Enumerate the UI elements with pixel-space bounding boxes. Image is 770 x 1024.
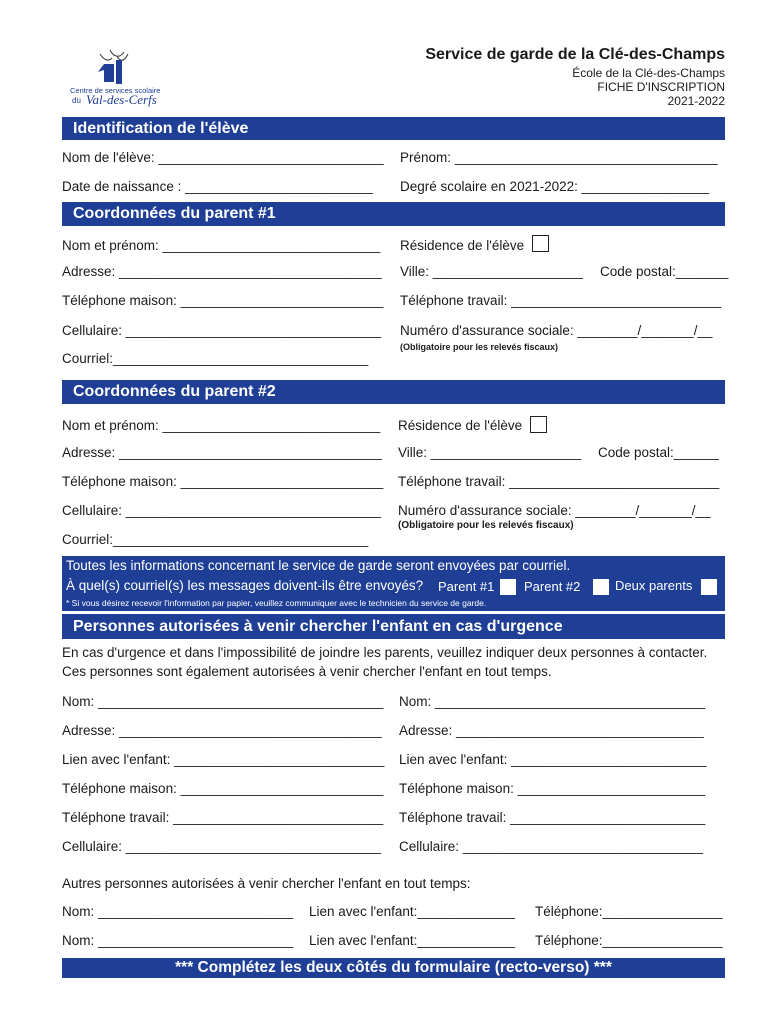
parent1-residence-checkbox[interactable]: [532, 235, 549, 252]
section-title: Coordonnées du parent #1: [73, 205, 276, 222]
section-parent1-header: [62, 202, 725, 226]
parent1-email-field[interactable]: Courriel:__________________________________: [62, 351, 369, 366]
page-title: Service de garde de la Clé-des-Champs: [425, 46, 725, 63]
other1-relation-field[interactable]: Lien avec l'enfant:_____________: [309, 904, 516, 919]
parent2-postal-field[interactable]: Code postal:______: [598, 445, 719, 460]
option-parent2-checkbox[interactable]: [593, 579, 609, 595]
parent2-sin-note: (Obligatoire pour les relevés fiscaux): [398, 520, 574, 531]
section-identification-header: [62, 117, 725, 140]
other2-name-field[interactable]: Nom: __________________________: [62, 933, 294, 948]
student-firstname-field[interactable]: Prénom: ___________________________________: [400, 150, 718, 165]
contact2-cell-field[interactable]: Cellulaire: ________________________________: [399, 839, 704, 854]
contact1-home-phone-field[interactable]: Téléphone maison: ___________________________: [62, 781, 384, 796]
contact1-address-field[interactable]: Adresse: ___________________________________: [62, 723, 382, 738]
other1-name-field[interactable]: Nom: __________________________: [62, 904, 294, 919]
emergency-intro-line1: En cas d'urgence et dans l'impossibilité de joindre les parents, veuillez indiquer deux personnes à contacter.: [62, 645, 708, 660]
birthdate-field[interactable]: Date de naissance : _________________________: [62, 179, 373, 194]
parent2-name-field[interactable]: Nom et prénom: _____________________________: [62, 418, 381, 433]
parent1-name-field[interactable]: Nom et prénom: _____________________________: [62, 238, 381, 253]
email-question-text: À quel(s) courriel(s) les messages doivent-ils être envoyés?: [66, 578, 424, 593]
organization-logo: [70, 48, 160, 112]
footer-banner: [62, 958, 725, 978]
contact1-name-field[interactable]: Nom: ______________________________________: [62, 694, 384, 709]
other2-phone-field[interactable]: Téléphone:________________: [535, 933, 723, 948]
contact1-cell-field[interactable]: Cellulaire: __________________________________: [62, 839, 382, 854]
other1-phone-field[interactable]: Téléphone:________________: [535, 904, 723, 919]
contact2-home-phone-field[interactable]: Téléphone maison: _________________________: [399, 781, 706, 796]
grade-field[interactable]: Degré scolaire en 2021-2022: _________________: [400, 179, 710, 194]
section-parent2-header: [62, 380, 725, 404]
emergency-intro-line2: Ces personnes sont également autorisées à venir chercher l'enfant en tout temps.: [62, 664, 552, 679]
contact1-work-phone-field[interactable]: Téléphone travail: ____________________________: [62, 810, 384, 825]
option-both-checkbox[interactable]: [701, 579, 717, 595]
parent1-residence-label: Résidence de l'élève: [400, 238, 525, 253]
option-parent1-checkbox[interactable]: [500, 579, 516, 595]
paper-note: * Si vous désirez recevoir l'information par papier, veuillez communiquer avec le technicien du service de garde.: [66, 598, 487, 608]
parent1-cell-field[interactable]: Cellulaire: __________________________________: [62, 323, 382, 338]
parent1-work-phone-field[interactable]: Téléphone travail: ____________________________: [400, 293, 722, 308]
school-name: École de la Clé-des-Champs: [572, 66, 725, 80]
parent2-residence-checkbox[interactable]: [530, 416, 547, 433]
section-title: Personnes autorisées à venir chercher l'enfant en cas d'urgence: [73, 618, 563, 635]
parent2-sin-field[interactable]: Numéro d'assurance sociale: ________/_______/__: [398, 503, 711, 518]
contact2-name-field[interactable]: Nom: ____________________________________: [399, 694, 706, 709]
option-both-label: Deux parents: [615, 578, 693, 593]
section-title: Coordonnées du parent #2: [73, 383, 276, 400]
school-year: 2021-2022: [667, 94, 725, 108]
logo-line2-prefix: du: [72, 96, 81, 105]
parent2-work-phone-field[interactable]: Téléphone travail: ____________________________: [398, 474, 720, 489]
logo-line2-name: Val-des-Cerfs: [86, 92, 157, 107]
email-preference-box: [62, 556, 725, 611]
section-emergency-header: [62, 614, 725, 639]
email-info-text: Toutes les informations concernant le service de garde seront envoyées par courriel.: [66, 558, 571, 573]
parent1-sin-field[interactable]: Numéro d'assurance sociale: ________/_______/__: [400, 323, 713, 338]
contact2-work-phone-field[interactable]: Téléphone travail: __________________________: [399, 810, 706, 825]
student-lastname-field[interactable]: Nom de l'élève: ______________________________: [62, 150, 384, 165]
parent2-home-phone-field[interactable]: Téléphone maison: ___________________________: [62, 474, 384, 489]
footer-text: *** Complétez les deux côtés du formulaire (recto-verso) ***: [175, 959, 612, 976]
contact1-relation-field[interactable]: Lien avec l'enfant: ____________________________: [62, 752, 385, 767]
parent2-city-field[interactable]: Ville: ____________________: [398, 445, 581, 460]
section-title: Identification de l'élève: [73, 120, 249, 137]
logo-line1: Centre de services scolaire: [70, 86, 161, 95]
parent2-address-field[interactable]: Adresse: ___________________________________: [62, 445, 382, 460]
parent2-cell-field[interactable]: Cellulaire: __________________________________: [62, 503, 382, 518]
parent1-address-field[interactable]: Adresse: ___________________________________: [62, 264, 382, 279]
form-name: FICHE D'INSCRIPTION: [597, 80, 725, 94]
option-parent2-label: Parent #2: [524, 579, 581, 594]
option-parent1-label: Parent #1: [438, 579, 495, 594]
other-persons-title: Autres personnes autorisées à venir chercher l'enfant en tout temps:: [62, 876, 471, 891]
parent1-postal-field[interactable]: Code postal:_______: [600, 264, 729, 279]
parent2-email-field[interactable]: Courriel:__________________________________: [62, 532, 369, 547]
parent1-city-field[interactable]: Ville: ____________________: [400, 264, 583, 279]
parent1-sin-note: (Obligatoire pour les relevés fiscaux): [400, 342, 559, 352]
parent1-home-phone-field[interactable]: Téléphone maison: ___________________________: [62, 293, 384, 308]
parent2-residence-label: Résidence de l'élève: [398, 418, 523, 433]
contact2-relation-field[interactable]: Lien avec l'enfant: __________________________: [399, 752, 707, 767]
contact2-address-field[interactable]: Adresse: _________________________________: [399, 723, 704, 738]
other2-relation-field[interactable]: Lien avec l'enfant:_____________: [309, 933, 516, 948]
